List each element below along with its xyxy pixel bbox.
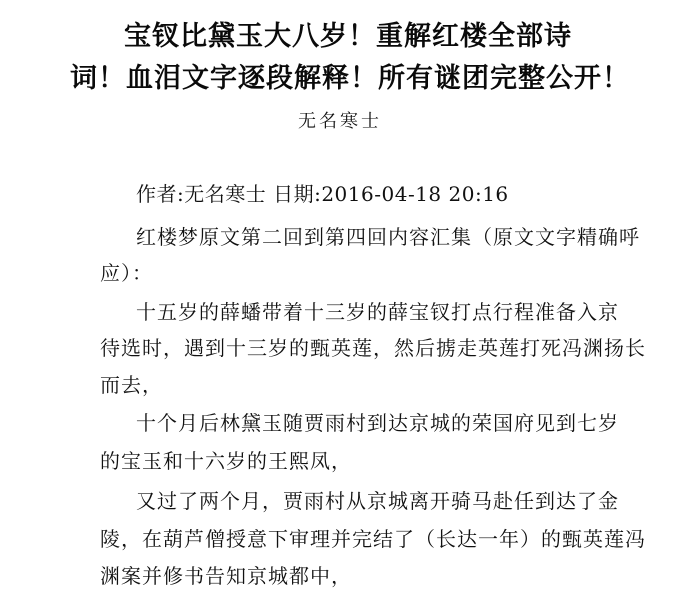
body-line: 应）： (100, 261, 153, 285)
article-title-line-1: 宝钗比黛玉大八岁！重解红楼全部诗 (124, 21, 572, 52)
body-line: 红楼梦原文第二回到第四回内容汇集（原文文字精确呼 (136, 225, 640, 249)
body-line: 渊案并修书告知京城都中， (100, 564, 352, 588)
body-line: 又过了两个月，贾雨村从京城离开骑马赴任到达了金 (136, 489, 619, 513)
body-line: 待选时，遇到十三岁的甄英莲，然后掳走英莲打死冯渊扬长 (100, 336, 646, 360)
body-line: 十个月后林黛玉随贾雨村到达京城的荣国府见到七岁 (136, 411, 619, 435)
body-line: 而去， (100, 373, 163, 397)
body-line: 的宝玉和十六岁的王熙凤， (100, 449, 352, 473)
article-title-line-2: 词！血泪文字逐段解释！所有谜团完整公开！ (70, 63, 630, 94)
body-line: 十五岁的薛蟠带着十三岁的薛宝钗打点行程准备入京 (136, 300, 619, 324)
article-meta-line: 作者:无名寒士 日期:2016-04-18 20:16 (136, 182, 509, 206)
article-author: 无名寒士 (298, 111, 382, 132)
body-line: 陵，在葫芦僧授意下审理并完结了（长达一年）的甄英莲冯 (100, 527, 646, 551)
